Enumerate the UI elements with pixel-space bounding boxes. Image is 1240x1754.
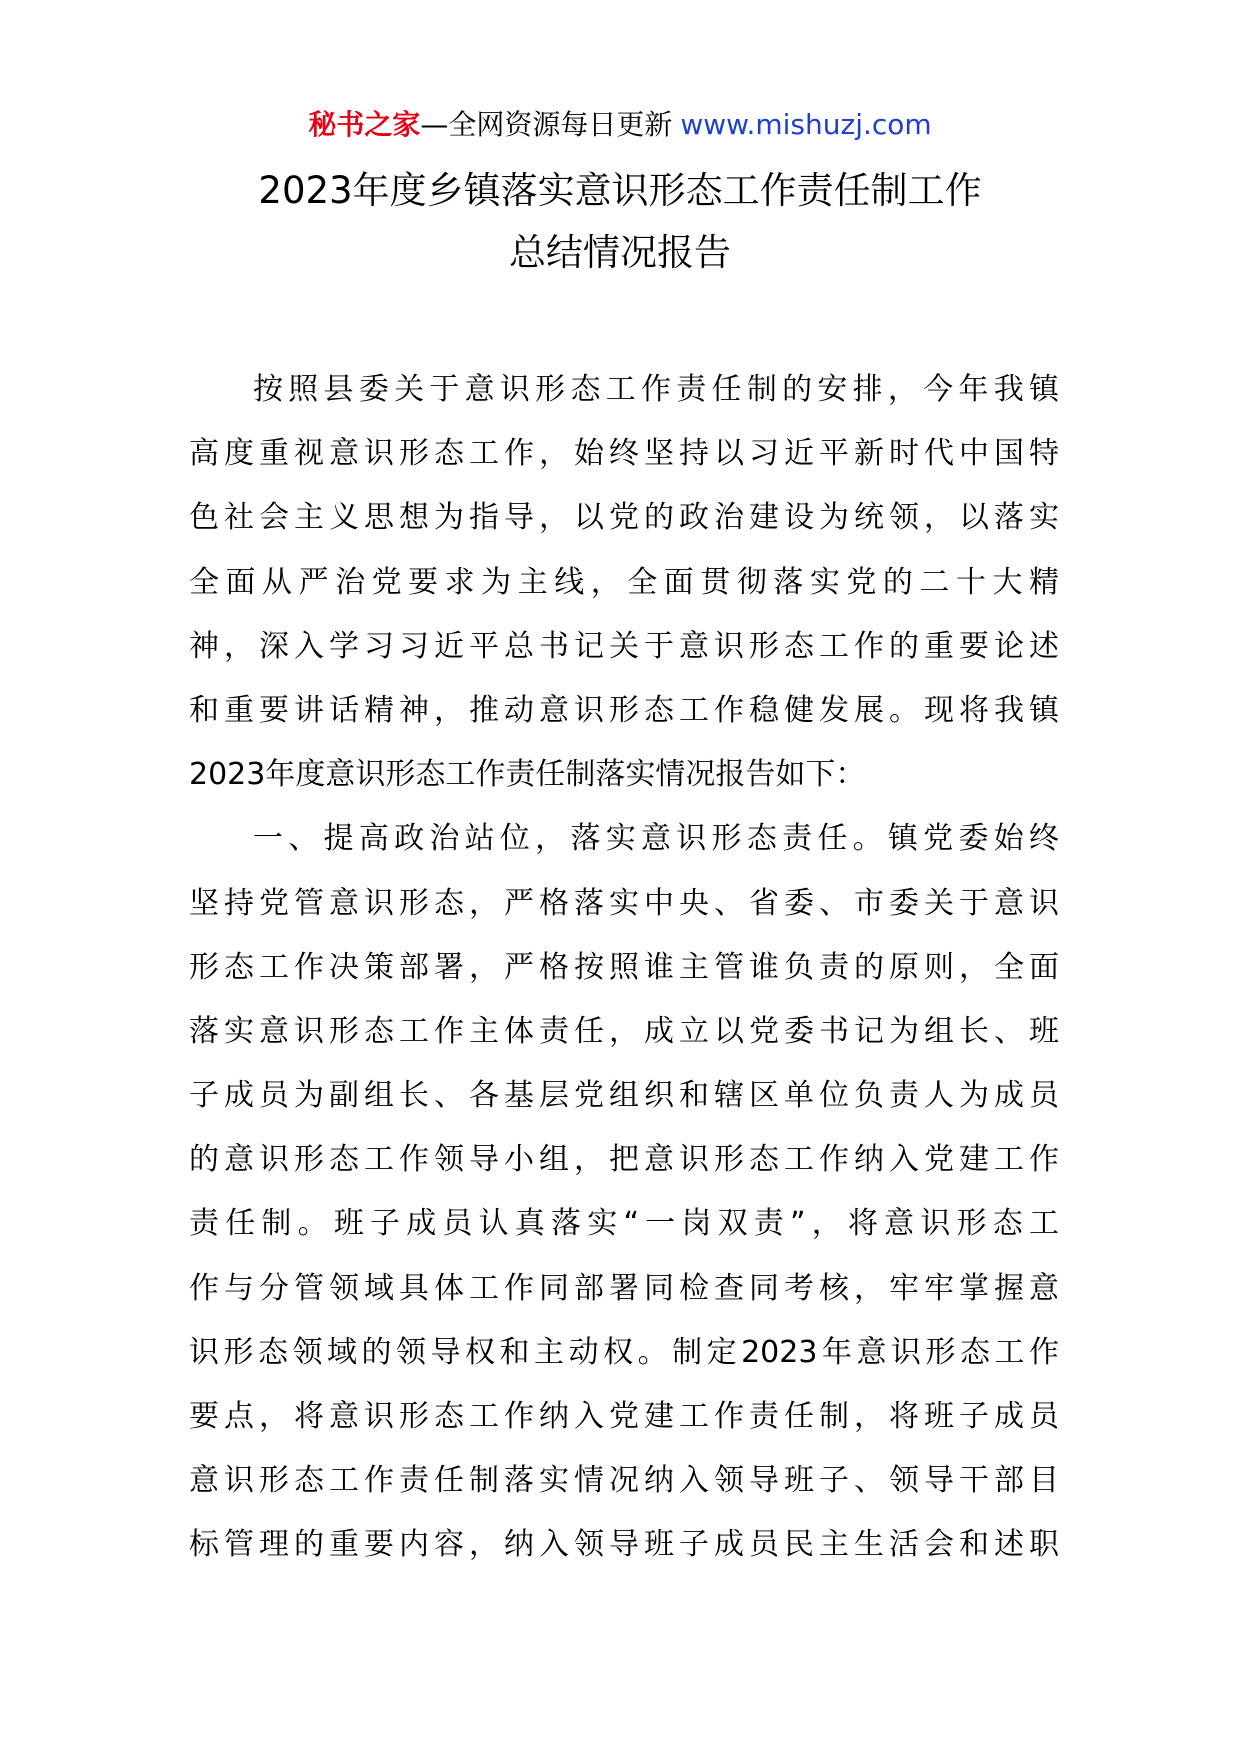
brand-name: 秘书之家 <box>308 108 421 141</box>
document-title <box>0 160 1240 284</box>
title-line-1: 2023年度乡镇落实意识形态工作责任制工作 <box>258 169 982 212</box>
body-line: 色社会主义思想为指导，以党的政治建设为统领，以落实 <box>189 500 1059 536</box>
body-line: 坚持党管意识形态，严格落实中央、省委、市委关于意识 <box>189 885 1059 921</box>
body-line: 落实意识形态工作主体责任，成立以党委书记为组长、班 <box>189 1013 1059 1049</box>
header-url[interactable]: www.mishuzj.com <box>680 108 932 141</box>
body-line: 识形态领域的领导权和主动权。制定2023年意识形态工作 <box>189 1334 1059 1370</box>
body-line: 2023年度意识形态工作责任制落实情况报告如下： <box>189 757 866 793</box>
document-body <box>189 358 1059 1578</box>
body-line: 形态工作决策部署，严格按照谁主管谁负责的原则，全面 <box>189 949 1059 985</box>
body-line: 的意识形态工作领导小组，把意识形态工作纳入党建工作 <box>189 1142 1059 1178</box>
body-line: 标管理的重要内容，纳入领导班子成员民主生活会和述职 <box>189 1527 1059 1563</box>
body-line: 责任制。班子成员认真落实“一岗双责”，将意识形态工 <box>189 1206 1059 1242</box>
body-line: 意识形态工作责任制落实情况纳入领导班子、领导干部目 <box>189 1463 1059 1499</box>
body-line: 高度重视意识形态工作，始终坚持以习近平新时代中国特 <box>189 436 1059 472</box>
body-line: 子成员为副组长、各基层党组织和辖区单位负责人为成员 <box>189 1078 1059 1114</box>
body-line: 神，深入学习习近平总书记关于意识形态工作的重要论述 <box>189 628 1059 664</box>
body-line: 全面从严治党要求为主线，全面贯彻落实党的二十大精 <box>189 564 1059 600</box>
body-line: 要点，将意识形态工作纳入党建工作责任制，将班子成员 <box>189 1399 1059 1434</box>
site-header <box>0 100 1240 150</box>
body-line: 和重要讲话精神，推动意识形态工作稳健发展。现将我镇 <box>189 692 1059 728</box>
header-slogan: —全网资源每日更新 <box>420 108 673 141</box>
body-line: 一、提高政治站位，落实意识形态责任。镇党委始终 <box>253 821 1059 857</box>
body-line: 按照县委关于意识形态工作责任制的安排，今年我镇 <box>253 372 1059 407</box>
title-line-2: 总结情况报告 <box>509 231 731 274</box>
body-line: 作与分管领域具体工作同部署同检查同考核，牢牢掌握意 <box>189 1270 1059 1306</box>
